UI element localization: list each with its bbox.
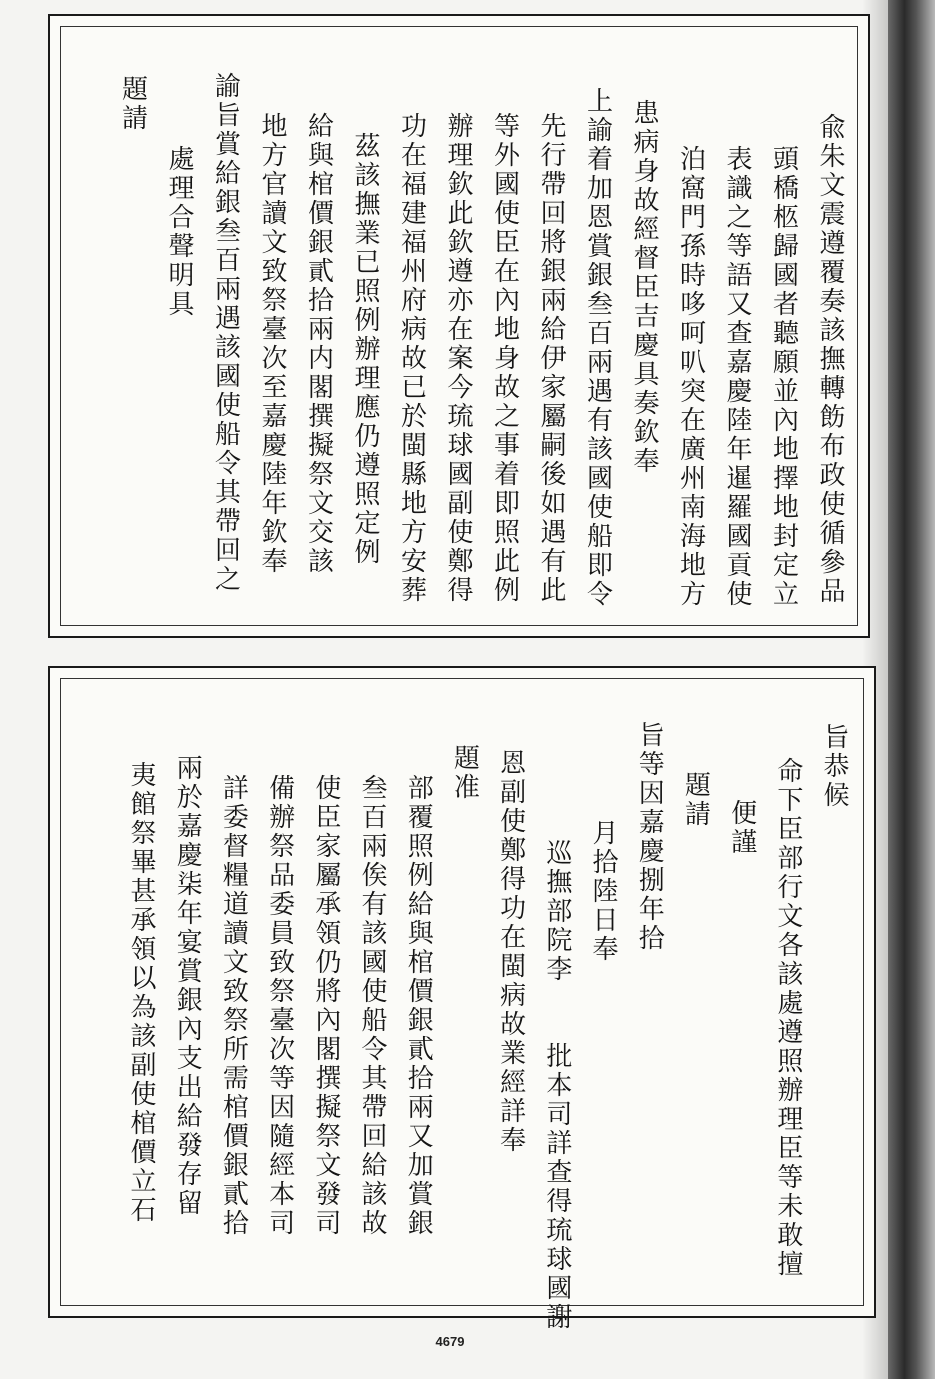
book-spine (888, 0, 935, 1379)
bottom-panel-columns (61, 679, 863, 1332)
text-column: 恩副使鄭得功在閩病故業經詳奉 (495, 749, 526, 1155)
bottom-text-panel (48, 666, 876, 1332)
text-column: 功在福建福州府病故已於閩縣地方安葬 (396, 112, 427, 605)
text-column: 兩於嘉慶柒年宴賞銀內支出給發存留 (172, 754, 203, 1218)
text-column: 上諭着加恩賞銀叁百兩遇有該國使船即令 (582, 87, 613, 609)
top-panel-columns (61, 27, 857, 625)
text-column: 表識之等語又查嘉慶陸年暹羅國貢使 (722, 145, 752, 609)
bottom-panel-inner-frame (60, 678, 864, 1332)
text-column: 泊窩門孫時哆呵叭突在廣州南海地方 (675, 145, 706, 609)
text-column: 給與棺價銀貳拾兩内閣撰擬祭文交該 (303, 112, 334, 576)
text-column: 旨等因嘉慶捌年拾 (634, 721, 665, 953)
text-column: 諭旨賞給銀叁百兩遇該國使船令其帶回之 (210, 72, 241, 594)
text-column: 命下臣部行文各該處遵照辦理臣等未敢擅 (772, 757, 803, 1279)
text-column: 頭橋柩歸國者聽願並內地擇地封定立 (768, 145, 799, 609)
text-column: 兪朱文震遵覆奏該撫轉飭布政使循參品 (815, 113, 845, 606)
text-column: 患病身故經督臣吉慶具奏欽奉 (629, 99, 659, 476)
text-column: 地方官讀文致祭臺次至嘉慶陸年欽奉 (257, 112, 287, 576)
text-column: 便謹 (726, 799, 757, 857)
text-column: 部覆照例給與棺價銀貳拾兩又加賞銀 (403, 774, 434, 1238)
text-column: 備辦祭品委員致祭臺次等因隨經本司 (264, 774, 295, 1238)
text-column: 題請 (117, 75, 148, 133)
text-column: 詳委督糧道讀文致祭所需棺價銀貳拾 (218, 774, 249, 1238)
text-column: 茲該撫業已照例辦理應仍遵照定例 (350, 132, 380, 567)
text-column: 月拾陸日奉 (588, 819, 618, 964)
page-number: 4679 (435, 1334, 465, 1349)
text-column: 巡撫部院李 批本司詳查得琉球國謝 (541, 839, 572, 1332)
text-column: 處理合聲明具 (164, 145, 194, 319)
text-column: 題准 (449, 744, 480, 802)
text-column: 題請 (680, 771, 711, 829)
text-column: 夷館祭畢甚承領以為該副使棺價立石 (126, 761, 156, 1225)
top-text-panel (48, 14, 870, 638)
text-column: 旨恭候 (819, 723, 849, 810)
text-column: 先行帶回將銀兩給伊家屬嗣後如遇有此 (536, 112, 566, 605)
text-column: 辦理欽此欽遵亦在案今琉球國副使鄭得 (443, 112, 473, 605)
text-column: 使臣家屬承領仍將內閣撰擬祭文發司 (310, 774, 341, 1238)
top-panel-inner-frame (60, 26, 858, 626)
text-column: 等外國使臣在內地身故之事着即照此例 (489, 112, 520, 605)
text-column: 叁百兩俟有該國使船令其帶回給該故 (357, 774, 387, 1238)
